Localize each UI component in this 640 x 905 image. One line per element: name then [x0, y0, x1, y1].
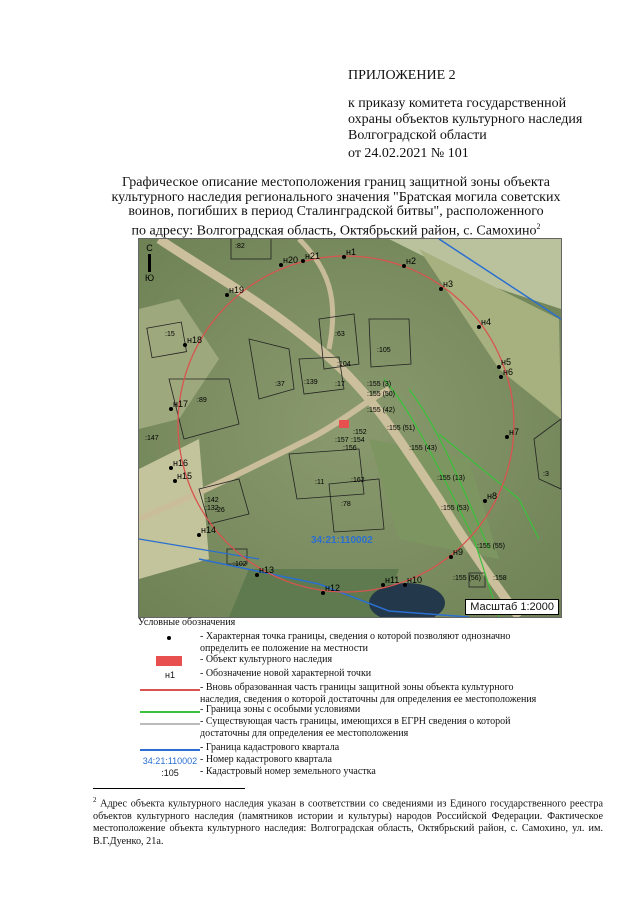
parcel-number: :104: [337, 361, 351, 368]
parcel-number: :154: [351, 437, 365, 444]
parcel-number: :155 (55): [477, 543, 506, 550]
parcel-number: :155 (13): [437, 475, 466, 482]
parcel-number: :155 (56): [453, 575, 482, 582]
title-line: воинов, погибших в период Сталинградской битвы", расположенного: [128, 204, 544, 219]
boundary-point-label: н7: [509, 427, 519, 437]
boundary-point-label: н11: [385, 575, 400, 585]
parcel-number: :155 (53): [441, 505, 470, 512]
compass-north: С: [146, 243, 153, 253]
boundary-point-label: н16: [173, 458, 188, 468]
footnote-text: Адрес объекта культурного наследия указан в соответствии со сведениями из Единого государственного реестра объектов культурного наследия (памятников истории и культуры) народов Российской Федерации. Фактическое местоположение объекта культурного наследия: Волгоградская область, Октябрьский район, с. Самохино, ул. им. В.Г.Дуенко, 21а.: [93, 798, 604, 847]
boundary-point-label: н13: [259, 565, 274, 575]
boundary-point-label: н4: [481, 317, 491, 327]
legend-description: [200, 668, 371, 680]
parcel-number: :152: [353, 429, 367, 436]
legend-description: [200, 654, 332, 666]
boundary-point-label: н6: [503, 367, 513, 377]
legend-description: [200, 704, 360, 716]
boundary-point-label: н5: [501, 357, 511, 367]
legend-object-icon: [150, 656, 188, 666]
order-line: Волгоградской области: [348, 128, 487, 143]
quarter-number-label: 34:21:110002: [311, 535, 373, 546]
parcel-number: :37: [275, 381, 285, 388]
legend-line-icon: [150, 706, 188, 713]
legend-text-line: достаточны для определения ее местоположения: [200, 728, 409, 739]
boundary-point-label: н1: [346, 247, 356, 257]
legend-description: [200, 716, 511, 740]
footnote-mark: 2: [93, 796, 97, 804]
boundary-point-label: н3: [443, 279, 453, 289]
parcel-number: :158: [493, 575, 507, 582]
parcel-number: :147: [145, 435, 159, 442]
map-scale: Масштаб 1:2000: [465, 599, 559, 615]
parcel-number: :3: [543, 471, 549, 478]
legend-text-line: - Граница кадастрового квартала: [200, 742, 340, 753]
legend-text-line: - Существующая часть границы, имеющихся в ЕГРН сведения о которой: [200, 716, 511, 727]
legend-text-line: - Объект культурного наследия: [200, 654, 333, 665]
compass-south: Ю: [145, 273, 155, 283]
order-date-number: от 24.02.2021 № 101: [348, 146, 469, 161]
title-line: культурного наследия регионального значения "Братская могила советских: [111, 189, 561, 205]
legend-description: [200, 631, 510, 655]
map-canvas: [139, 239, 561, 617]
boundary-point-label: н15: [177, 471, 192, 481]
legend-text-line: наследия, сведения о которой достаточны для определения ее местоположения: [200, 694, 537, 705]
legend-description: [200, 754, 332, 766]
title-line: Графическое описание местоположения границ защитной зоны объекта: [122, 175, 550, 190]
legend-text-line: - Вновь образованная часть границы защитной зоны объекта культурного: [200, 682, 514, 693]
legend-text-line: - Обозначение новой характерной точки: [200, 668, 372, 679]
legend-line-icon: [150, 718, 188, 725]
footnote-ref: 2: [536, 221, 541, 231]
boundary-point-label: н10: [407, 575, 422, 585]
legend-line-icon: [150, 684, 188, 691]
parcel-number: :155 (50): [367, 391, 396, 398]
parcel-number: :11: [315, 479, 325, 486]
boundary-point-label: н17: [173, 399, 188, 409]
boundary-point-label: н12: [325, 583, 340, 593]
cultural-heritage-object: [339, 420, 349, 428]
legend-text-line: - Номер кадастрового квартала: [200, 754, 332, 765]
legend-symbol-label: :105: [161, 768, 179, 778]
parcel-number: :155 (3): [367, 381, 392, 388]
cadastral-map[interactable]: [138, 238, 562, 618]
boundary-point-label: н19: [229, 285, 244, 295]
parcel-number: :89: [197, 397, 207, 404]
boundary-point-label: н18: [187, 335, 202, 345]
legend-description: [200, 682, 536, 706]
parcel-number: :132: [205, 505, 219, 512]
parcel-number: :155 (42): [367, 407, 396, 414]
order-line: охраны объектов культурного наследия: [348, 112, 583, 127]
parcel-number: :157: [335, 437, 349, 444]
parcel-number: :142: [205, 497, 219, 504]
footnote-divider: [93, 788, 245, 789]
boundary-point-label: н8: [487, 491, 497, 501]
boundary-point-label: н20: [283, 255, 298, 265]
compass-arrow-icon: [148, 254, 151, 272]
legend-text-line: - Характерная точка границы, сведения о которой позволяют однозначно: [200, 631, 511, 642]
legend-symbol-label: н1: [165, 670, 175, 680]
legend-title: Условные обозначения: [138, 617, 236, 628]
legend-line-icon: [150, 744, 188, 751]
boundary-point-label: н2: [406, 256, 416, 266]
parcel-number: :102: [233, 561, 247, 568]
parcel-number: :82: [235, 243, 245, 250]
parcel-number: :155 (43): [409, 445, 438, 452]
title-line: [96, 220, 576, 239]
order-reference: [348, 96, 608, 144]
compass: [145, 243, 154, 283]
parcel-number: :155 (51): [387, 425, 416, 432]
appendix-title: ПРИЛОЖЕНИЕ 2: [348, 68, 456, 83]
legend-symbol-label: 34:21:110002: [142, 756, 198, 766]
parcel-number: :156: [343, 445, 357, 452]
document-title: [96, 176, 576, 239]
parcel-number: :63: [335, 331, 345, 338]
boundary-point-label: н14: [201, 525, 216, 535]
legend-description: [200, 766, 376, 778]
parcel-number: :17: [335, 381, 345, 388]
legend-text-line: - Граница зоны с особыми условиями: [200, 704, 361, 715]
parcel-number: :78: [341, 501, 351, 508]
parcel-number: :162: [351, 477, 365, 484]
legend-dot-icon: [150, 633, 188, 643]
legend-description: [200, 742, 339, 754]
boundary-point-label: н9: [453, 547, 463, 557]
boundary-point-label: н21: [305, 251, 320, 261]
title-line-text: по адресу: Волгоградская область, Октябрьский район, с. Самохино: [131, 223, 537, 239]
parcel-number: :105: [377, 347, 391, 354]
parcel-number: :26: [215, 507, 225, 514]
parcel-number: :15: [165, 331, 175, 338]
legend-text-line: - Кадастровый номер земельного участка: [200, 766, 376, 777]
order-line: к приказу комитета государственной: [348, 96, 567, 111]
footnote: [93, 794, 603, 848]
legend-text-line: определить ее положение на местности: [200, 643, 369, 654]
parcel-number: :139: [304, 379, 318, 386]
